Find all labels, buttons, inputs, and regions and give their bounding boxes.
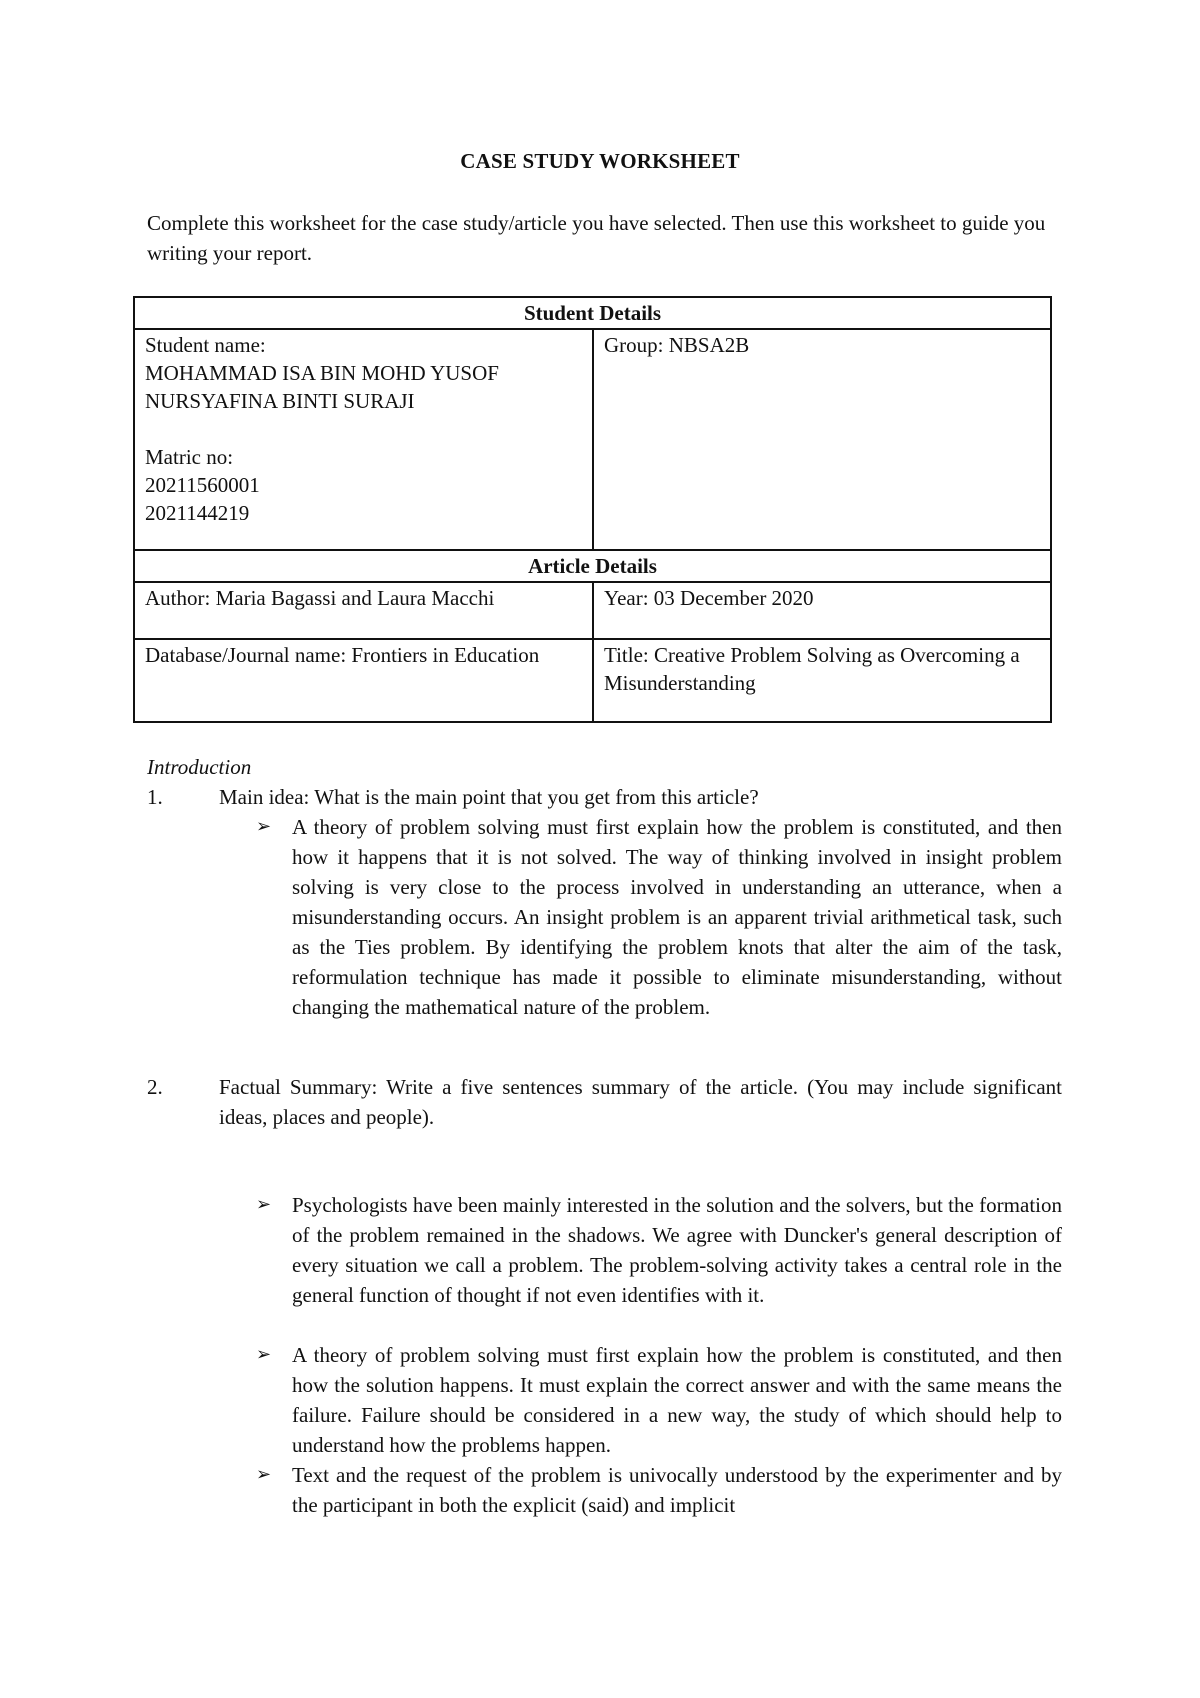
bullet-text: A theory of problem solving must first explain how the problem is constituted, and then how the solution happens. It must explain the correct answer and with the same means the failure. Failure should be considered in a new way, the study of which should help to understand how the problems happen. (292, 1343, 1062, 1457)
instructions-paragraph: Complete this worksheet for the case study/article you have selected. Then use this worksheet to guide you writing your report. (147, 211, 1046, 265)
group-cell: Group: NBSA2B (593, 329, 1051, 550)
database-title-row (134, 639, 1051, 722)
bullet-text: Psychologists have been mainly interested in the solution and the solvers, but the formation of the problem remained in the shadows. We agree with Duncker's general description of every situation we call a problem. The problem-solving activity takes a central role in the general function of thought if not even identifies with it. (292, 1193, 1062, 1307)
question-2-number: 2. (147, 1075, 163, 1099)
author-cell: Author: Maria Bagassi and Laura Macchi (134, 582, 593, 639)
bullet-text: A theory of problem solving must first explain how the problem is constituted, and then how it happens that it is not solved. The way of thinking involved in insight problem solving is very close to the process involved in understanding an utterance, when a misunderstanding occurs. An insight problem is an apparent trivial arithmetical task, such as the Ties problem. By identifying the problem knots that alter the aim of the task, reformulation technique has made it possible to eliminate misunderstanding, without changing the mathematical nature of the problem. (292, 815, 1062, 1019)
matric-label: Matric no: (145, 445, 234, 469)
question-1-text: Main idea: What is the main point that you get from this article? (219, 785, 759, 809)
article-details-header: Article Details (134, 550, 1051, 582)
student-details-header-row (134, 297, 1051, 329)
matric-number-1: 20211560001 (145, 473, 260, 497)
article-title-cell: Title: Creative Problem Solving as Overcoming a Misunderstanding (593, 639, 1051, 722)
spacer (145, 415, 582, 443)
arrow-bullet-icon: ➢ (256, 1344, 272, 1365)
arrow-bullet-icon: ➢ (256, 1194, 272, 1215)
arrow-bullet-icon: ➢ (256, 816, 272, 837)
document-title: CASE STUDY WORKSHEET (460, 149, 740, 173)
introduction-heading: Introduction (147, 755, 252, 779)
student-details-header: Student Details (134, 297, 1051, 329)
year-cell: Year: 03 December 2020 (593, 582, 1051, 639)
student-name-1: MOHAMMAD ISA BIN MOHD YUSOF (145, 361, 499, 385)
matric-number-2: 2021144219 (145, 501, 250, 525)
question-2-text: Factual Summary: Write a five sentences summary of the article. (You may include significant ideas, places and people). (219, 1075, 1062, 1129)
student-info-cell (134, 329, 593, 550)
student-info-row (134, 329, 1051, 550)
details-table (133, 296, 1052, 723)
student-name-2: NURSYAFINA BINTI SURAJI (145, 389, 415, 413)
author-year-row (134, 582, 1051, 639)
bullet-text: Text and the request of the problem is univocally understood by the experimenter and by the participant in both the explicit (said) and implicit (292, 1463, 1062, 1517)
arrow-bullet-icon: ➢ (256, 1464, 272, 1485)
student-name-label: Student name: (145, 333, 266, 357)
database-cell: Database/Journal name: Frontiers in Education (134, 639, 593, 722)
article-details-header-row (134, 550, 1051, 582)
question-1-number: 1. (147, 785, 163, 809)
